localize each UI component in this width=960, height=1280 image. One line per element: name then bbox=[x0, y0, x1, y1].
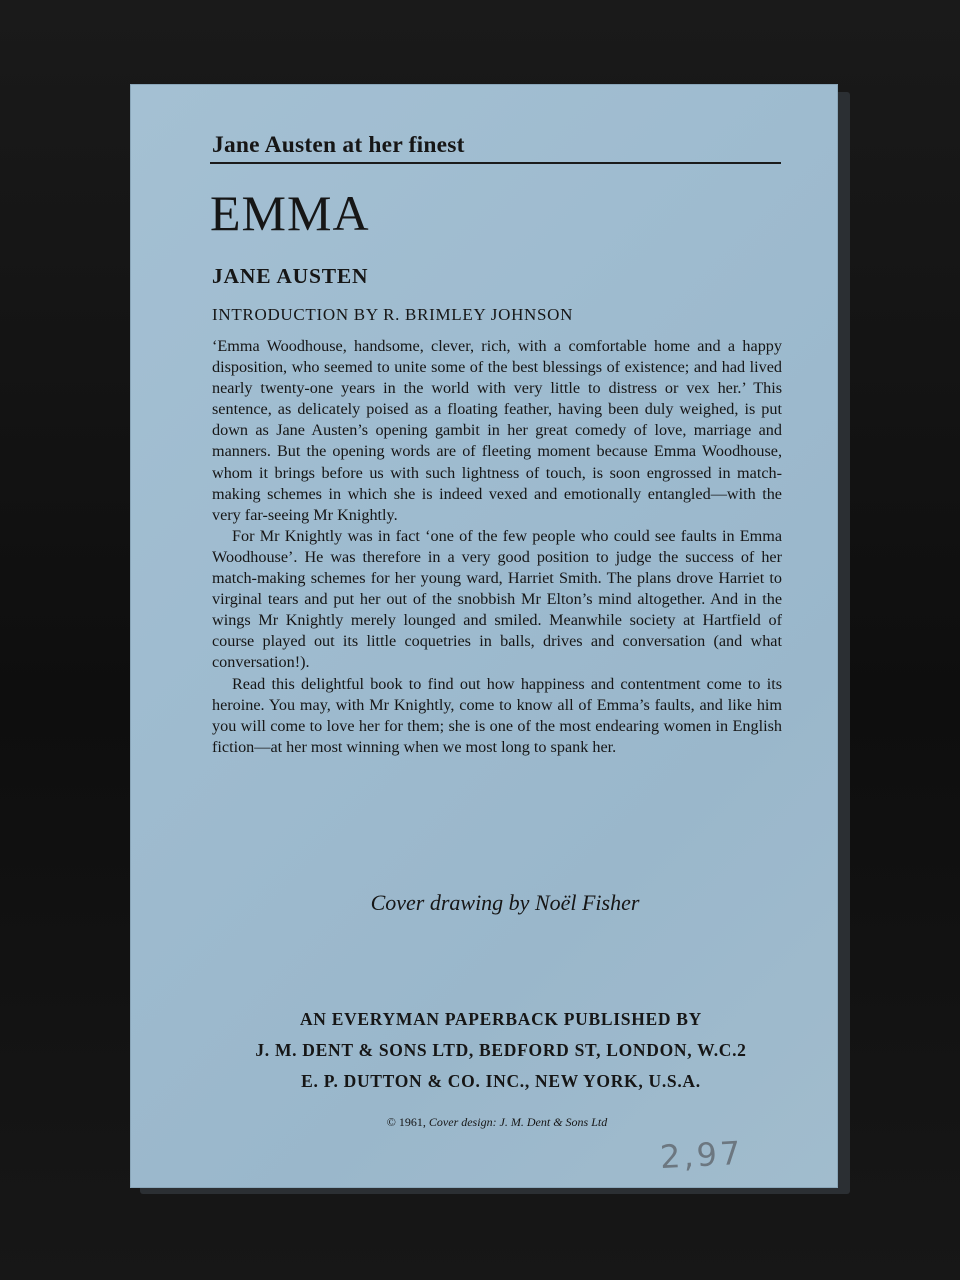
blurb-paragraph-2: For Mr Knightly was in fact ‘one of the few people who could see faults in Emma Woodhouse’. He was therefore in a very good position to judge the success of her match-making schemes for her young ward, Harriet Smith. The plans drove Harriet to virginal tears and put her out of the snobbish Mr Elton’s mind altogether. And in the wings Mr Knightly merely lounged and smiled. Meanwhile society at Hartfield of course played out its little coquetries in balls, drives and conversation (and what conversation!). bbox=[212, 526, 782, 672]
book-back-cover bbox=[130, 84, 838, 1188]
copyright-year: © 1961, bbox=[386, 1115, 426, 1129]
handwritten-price: 2,97 bbox=[659, 1133, 745, 1177]
tagline-rule bbox=[210, 162, 781, 164]
copyright-line bbox=[130, 1115, 864, 1130]
blurb-paragraph-3: Read this delightful book to find out how happiness and contentment come to its heroine. You may, with Mr Knightly, come to know all of Emma’s faults, and like him you will come to love her for them; she is one of the most endearing women in English fiction—at her most winning when we most long to spank her. bbox=[212, 674, 782, 756]
copyright-design: Cover design: J. M. Dent & Sons Ltd bbox=[428, 1115, 608, 1129]
tagline: Jane Austen at her finest bbox=[212, 132, 465, 158]
book-author: JANE AUSTEN bbox=[212, 264, 369, 288]
blurb bbox=[212, 336, 782, 758]
cover-drawing-credit: Cover drawing by Noël Fisher bbox=[370, 890, 640, 915]
publisher-line-3: E. P. DUTTON & CO. INC., NEW YORK, U.S.A. bbox=[301, 1071, 701, 1091]
publisher-block bbox=[130, 1004, 872, 1097]
book-title: EMMA bbox=[210, 185, 370, 241]
blurb-paragraph-1: ‘Emma Woodhouse, handsome, clever, rich, with a comfortable home and a happy disposition, who seemed to unite some of the best blessings of existence; and had lived nearly twenty-one years in the world with very little to distress or vex her.’ This sentence, as delicately poised as a floating feather, having been duly weighed, is put down as Jane Austen’s opening gambit in her great comedy of love, marriage and manners. But the opening words are of fleeting moment because Emma Woodhouse, whom it brings before us with such lightness of touch, is soon engrossed in match-making schemes in which she is indeed vexed and emotionally entangled—with the very far-seeing Mr Knightly. bbox=[212, 337, 782, 524]
publisher-line-1: AN EVERYMAN PAPERBACK PUBLISHED BY bbox=[299, 1009, 703, 1029]
introduction-credit: INTRODUCTION BY R. BRIMLEY JOHNSON bbox=[212, 305, 574, 324]
publisher-line-2: J. M. DENT & SONS LTD, BEDFORD ST, LONDON, W.C.2 bbox=[255, 1040, 747, 1060]
